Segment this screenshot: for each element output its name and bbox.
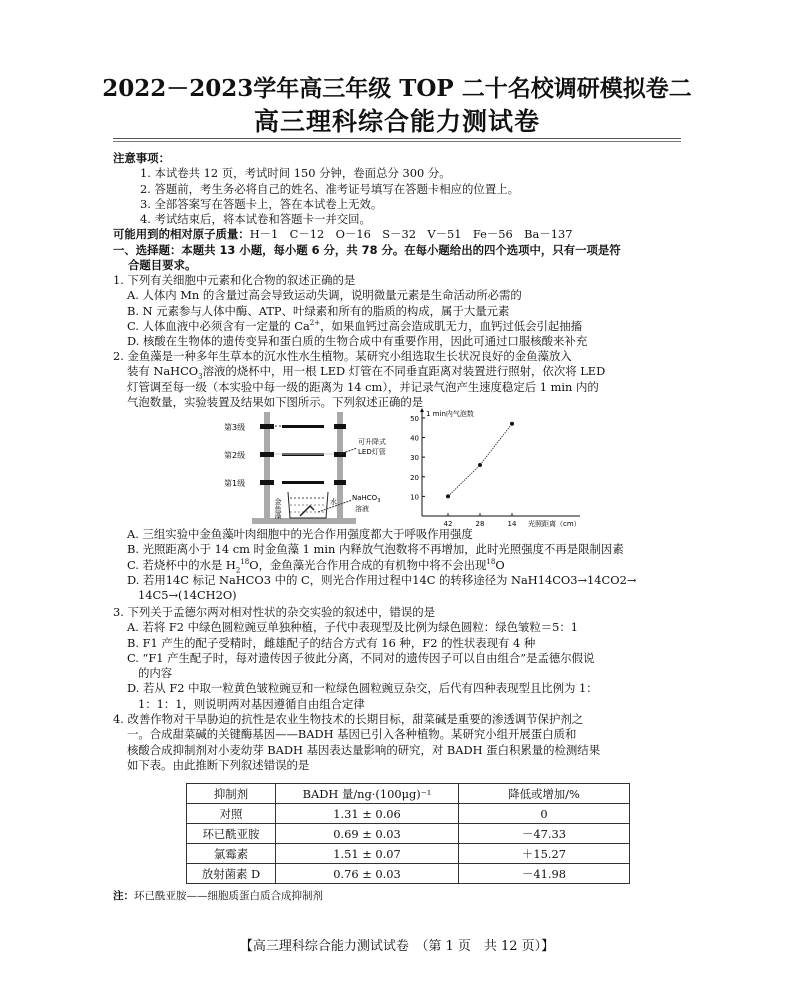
- q2-c-sup: 18: [240, 557, 250, 566]
- level-2-clamp: [260, 452, 274, 457]
- note-label: 注：: [113, 890, 134, 902]
- y-tick-label: 10: [410, 493, 419, 502]
- q2-stem-l4: 气泡数量，实验装置及结果如下图所示。下列叙述正确的是: [127, 394, 424, 409]
- table-header: BADH 量/ng·(100μg)⁻¹: [276, 784, 459, 804]
- atomic-mass-values: H－1 C－12 O－16 S－32 V－51 Fe－56 Ba－137: [249, 227, 573, 242]
- led-lamp-level-1: [282, 481, 324, 484]
- notice-heading: 注意事项：: [113, 151, 170, 165]
- y-axis-arrow: [420, 408, 424, 412]
- q3-option-b: B. F1 产生的配子受精时，雌雄配子的结合方式有 16 种，F2 的性状表现有 4 种: [127, 635, 536, 650]
- q1-c-sup: 2+: [309, 319, 321, 328]
- level-2-label: 第2级: [224, 451, 246, 460]
- q2-c-sup2: 18: [486, 557, 496, 566]
- table-note: [113, 888, 323, 903]
- notice-block: [113, 151, 683, 273]
- lamp-label-l1: 可升降式: [358, 438, 386, 446]
- y-tick-label: 50: [410, 414, 419, 423]
- q2-option-d-l2: 14C5→(14CH2O): [138, 588, 237, 603]
- table-header-row: [187, 784, 630, 804]
- lamp-label-l2: LED灯管: [358, 448, 386, 456]
- chart-axes: [410, 408, 581, 528]
- table-cell: 1.31 ± 0.06: [276, 804, 459, 824]
- table-cell: 环已酰亚胺: [187, 824, 276, 844]
- plant-sprig: [300, 506, 314, 516]
- section-heading-cont: 合题目要求。: [128, 258, 197, 273]
- x-axis-label: 光照距离（cm）: [528, 520, 581, 528]
- page-footer: 【高三理科综合能力测试试卷 （第 1 页 共 12 页）】: [239, 939, 555, 954]
- table-row: [187, 824, 630, 844]
- table-cell: 对照: [187, 804, 276, 824]
- q1-option-a: A. 人体内 Mn 的含量过高会导致运动失调，说明微量元素是生命活动所必需的: [127, 288, 522, 303]
- table-cell: －41.98: [459, 864, 630, 884]
- led-lamp-level-3: [282, 425, 324, 428]
- title-divider: [113, 138, 681, 139]
- exam-title-line1: 2022－2023学年高三年级 TOP 二十名校调研模拟卷二: [102, 75, 692, 102]
- data-point: [510, 422, 514, 426]
- question-2: [113, 349, 683, 410]
- q3-option-c-l2: 的内容: [138, 666, 173, 681]
- q1-option-d: D. 核酸在生物体的遗传变异和蛋白质的生物合成中有重要作用，因此可通过口服核酸来补充: [127, 334, 588, 349]
- x-tick-label: 42: [443, 520, 453, 528]
- q2-stem-l2-post: 溶液的烧杯中，用一根 LED 灯管在不同垂直距离对装置进行照射，依次将 LED: [202, 364, 606, 379]
- y-tick-label: 20: [410, 473, 419, 482]
- question-3: [113, 605, 683, 712]
- question-4: [113, 712, 683, 773]
- q4-stem-l2: 一。合成甜菜碱的关键酶基因——BADH 基因已引入各种植物。某研究小组开展蛋白质和: [127, 727, 577, 742]
- notice-item: 3. 全部答案写在答题卡上，答在本试卷上无效。: [140, 196, 383, 211]
- level-1-clamp: [260, 480, 274, 485]
- title-divider-secondary: [113, 141, 681, 142]
- q2-option-c: [113, 558, 683, 573]
- bubble-count-chart: [400, 406, 590, 528]
- q2-c-sub: 2: [235, 565, 241, 574]
- q3-option-d-l2: 1：1：1，则说明两对基因遵循自由组合定律: [138, 696, 365, 711]
- q1-c-text: C. 人体血液中必须含有一定量的 Ca: [127, 318, 310, 333]
- notice-item: 4. 考试结束后，将本试卷和答题卡一并交回。: [140, 212, 371, 227]
- solution-label-l2: 溶液: [355, 505, 369, 513]
- section-heading: 一、选择题：本题共 13 小题，每小题 6 分，共 78 分。在每小题给出的四个选项中，只有一项是符: [113, 242, 621, 257]
- data-point: [478, 463, 482, 467]
- table-header: 抑制剂: [187, 784, 276, 804]
- q2-options: [113, 527, 683, 603]
- q2-stem-l3: 灯管调至每一级（本实验中每一级的距离为 14 cm），并记录气泡产生速度稳定后 1 min 内的: [127, 379, 599, 394]
- table-row: [187, 864, 630, 884]
- atomic-mass-line: [113, 227, 683, 242]
- notice-item: 2. 答题前，考生务必将自己的姓名、准考证号填写在答题卡相应的位置上。: [140, 181, 519, 196]
- x-tick-label: 28: [475, 520, 485, 528]
- q1-option-c: [113, 319, 683, 334]
- table-row: [187, 804, 630, 824]
- q4-stem-l3: 核酸合成抑制剂对小麦幼芽 BADH 基因表达量影响的研究，对 BADH 蛋白积累量的检测结果: [127, 742, 601, 757]
- q2-c-mid: O，金鱼藻光合作用合成的有机物中将不会出现: [249, 557, 487, 572]
- question-1: [113, 273, 683, 349]
- level-3-clamp-right: [334, 424, 346, 429]
- note-text: 环已酰亚胺——细胞质蛋白质合成抑制剂: [134, 890, 323, 902]
- table-cell: 氯霉素: [187, 844, 276, 864]
- table-cell: ＋15.27: [459, 844, 630, 864]
- table-row: [187, 844, 630, 864]
- q3-option-d-l1: D. 若从 F2 中取一粒黄色皱粒豌豆和一粒绿色圆粒豌豆杂交，后代有四种表现型且比例为 1：: [127, 681, 598, 696]
- x-tick-label: 14: [507, 520, 517, 528]
- y-axis-label: 1 min内气泡数: [426, 410, 474, 418]
- q1-stem: 1. 下列有关细胞中元素和化合物的叙述正确的是: [113, 273, 356, 287]
- q2-c-post: O: [495, 557, 505, 572]
- stand-base: [252, 518, 356, 524]
- q1-option-b: B. N 元素参与人体中酶、ATP、叶绿素和所有的脂质的构成，属于大量元素: [127, 303, 510, 318]
- q2-stem-l2-pre: 装有 NaHCO: [127, 364, 199, 379]
- level-1-clamp-right: [334, 480, 346, 485]
- plant-label: 金鱼藻: [274, 498, 282, 519]
- solution-label-l1: [352, 494, 380, 504]
- level-3-label: 第3级: [224, 423, 246, 432]
- data-point: [446, 494, 450, 498]
- notice-item: 1. 本试卷共 12 页，考试时间 150 分钟，卷面总分 300 分。: [140, 166, 451, 181]
- exam-title-line2: 高三理科综合能力测试卷: [253, 107, 540, 136]
- data-line: [448, 424, 512, 497]
- table-cell: 0.69 ± 0.03: [276, 824, 459, 844]
- table-cell: 0: [459, 804, 630, 824]
- y-tick-label: 40: [410, 434, 419, 443]
- table-header: 降低或增加/%: [459, 784, 630, 804]
- table-cell: 1.51 ± 0.07: [276, 844, 459, 864]
- q2-option-b: B. 光照距离小于 14 cm 时金鱼藻 1 min 内释放气泡数将不再增加，此时光照强度不再是限制因素: [127, 542, 624, 557]
- q3-stem: 3. 下列关于孟德尔两对相对性状的杂交实验的叙述中，错误的是: [113, 605, 436, 619]
- y-tick-label: 30: [410, 454, 419, 463]
- q2-option-a: A. 三组实验中金鱼藻叶肉细胞中的光合作用强度都大于呼吸作用强度: [127, 527, 473, 541]
- atomic-mass-label: 可能用到的相对原子质量：: [113, 227, 250, 242]
- table-cell: 放射菌素 D: [187, 864, 276, 884]
- q2-c-pre: C. 若烧杯中的水是 H: [127, 557, 236, 572]
- level-3-clamp: [260, 424, 274, 429]
- table-cell: 0.76 ± 0.03: [276, 864, 459, 884]
- badh-table: [186, 783, 630, 884]
- q2-stem-l2-sub: 3: [198, 372, 203, 381]
- q1-c-text-post: ，如果血钙过高会造成肌无力，血钙过低会引起抽搐: [320, 318, 583, 333]
- q2-stem-l2: [113, 364, 683, 379]
- apparatus-figure: [222, 412, 402, 524]
- chart-marks: [446, 422, 514, 499]
- table-cell: －47.33: [459, 824, 630, 844]
- q3-option-c-l1: C. “F1 产生配子时，每对遗传因子彼此分离，不同对的遗传因子可以自由组合”是孟德尔假说: [127, 650, 595, 665]
- q4-stem-l4: 如下表。由此推断下列叙述错误的是: [127, 757, 310, 772]
- level-1-label: 第1级: [224, 479, 246, 488]
- water-label: 水: [330, 498, 337, 506]
- q2-option-d-l1: D. 若用14C 标记 NaHCO3 中的 C，则光合作用过程中14C 的转移途径为 NaH14CO3→14CO2→: [127, 572, 637, 587]
- q3-option-a: A. 若将 F2 中绿色圆粒豌豆单独种植，子代中表现型及比例为绿色圆粒：绿色皱粒＝5：1: [127, 620, 579, 635]
- q2-stem-l1: 2. 金鱼藻是一种多年生草本的沉水性水生植物。某研究小组选取生长状况良好的金鱼藻放入: [113, 349, 572, 363]
- q4-stem-l1: 4. 改善作物对干旱胁迫的抗性是农业生物技术的长期目标，甜菜碱是重要的渗透调节保护剂之: [113, 712, 584, 726]
- solution-label-text: NaHCO: [352, 494, 378, 502]
- solution-label-sub: 3: [377, 498, 381, 504]
